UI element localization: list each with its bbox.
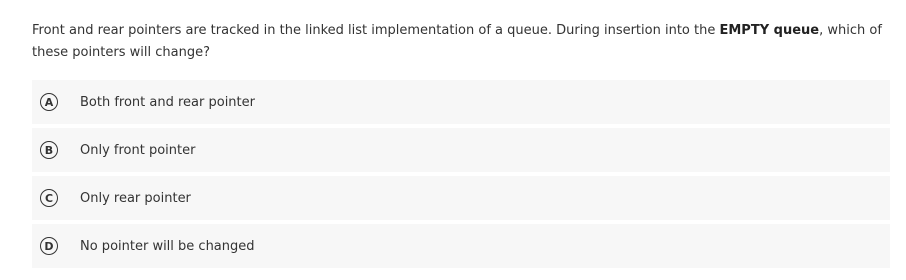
option-letter-badge: B [40, 141, 58, 159]
option-a[interactable] [32, 80, 890, 124]
answer-options [32, 80, 890, 272]
question-text [32, 20, 892, 64]
option-label: Only rear pointer [80, 190, 191, 206]
question-emphasis: EMPTY queue [719, 23, 820, 38]
option-d[interactable] [32, 224, 890, 268]
option-label: No pointer will be changed [80, 238, 255, 254]
option-letter-badge: A [40, 93, 58, 111]
option-letter-badge: C [40, 189, 58, 207]
question-text-before: Front and rear pointers are tracked in the linked list implementation of a queue. During insertion into the [32, 23, 720, 38]
option-label: Only front pointer [80, 142, 196, 158]
question-text-after: , which of these pointers will change? [32, 23, 882, 60]
option-c[interactable] [32, 176, 890, 220]
option-label: Both front and rear pointer [80, 94, 255, 110]
option-letter-badge: D [40, 237, 58, 255]
option-b[interactable] [32, 128, 890, 172]
